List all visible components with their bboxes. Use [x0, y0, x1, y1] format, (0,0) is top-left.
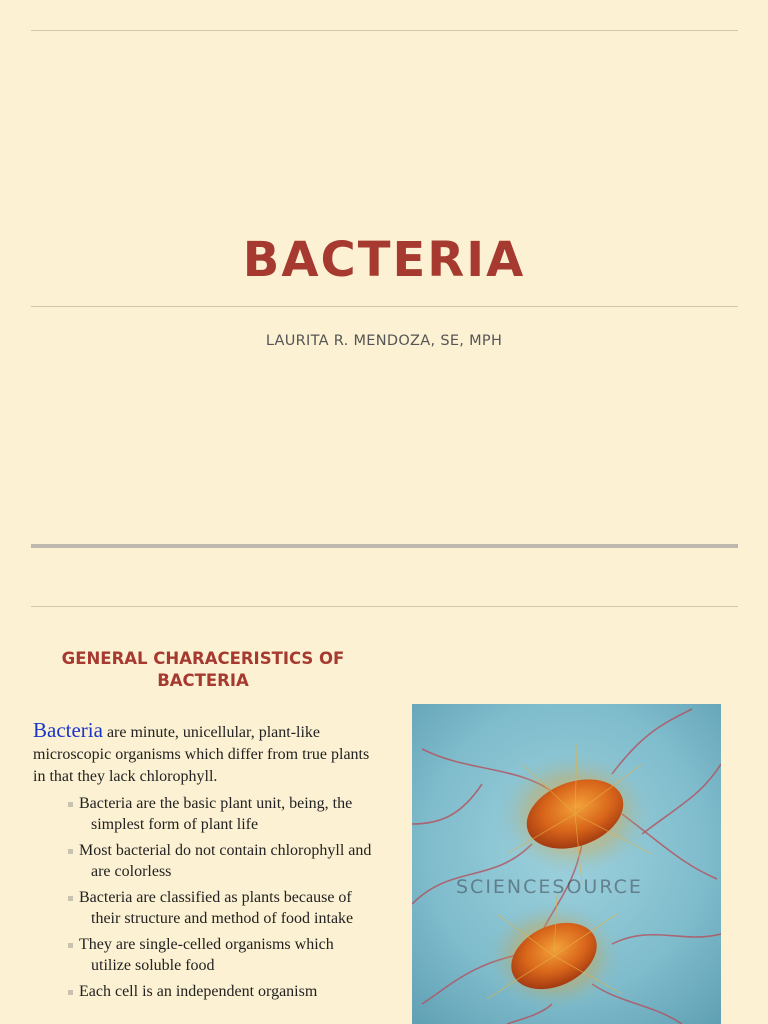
list-item-text: Most bacterial do not contain chlorophyll and are colorless [79, 842, 372, 880]
bacteria-micrograph-image [412, 704, 721, 1024]
list-item [57, 793, 375, 835]
list-item [57, 887, 375, 929]
bullet-icon [68, 849, 73, 854]
top-rule [31, 30, 738, 31]
bullet-icon [68, 943, 73, 948]
author-name: LAURITA R. MENDOZA, SE, MPH [265, 333, 503, 349]
slide2-top-rule [31, 606, 738, 607]
list-item-text: Bacteria are the basic plant unit, being, the simplest form of plant life [79, 795, 353, 833]
bullet-icon [68, 896, 73, 901]
list-item-text: Each cell is an independent organism [79, 983, 318, 1000]
title-rule [31, 306, 738, 307]
intro-paragraph [33, 719, 378, 788]
intro-text: are minute, unicellular, plant-like microscopic organisms which differ from true plants in that they lack chlorophyll. [33, 724, 370, 785]
bacteria-micrograph-icon [412, 704, 721, 1024]
list-item-text: Bacteria are classified as plants because of their structure and method of food intake [79, 889, 354, 927]
bullet-icon [68, 802, 73, 807]
slide-divider [31, 544, 738, 548]
intro-term: Bacteria [33, 718, 103, 742]
list-item-text: They are single-celled organisms which utilize soluble food [79, 936, 334, 974]
slide-title: BACTERIA [242, 232, 526, 288]
list-item [57, 934, 375, 976]
bullet-icon [68, 990, 73, 995]
list-item [57, 840, 375, 882]
image-watermark: SCIENCESOURCE [456, 876, 643, 898]
list-item [57, 981, 375, 1002]
characteristics-list [57, 793, 375, 1007]
section-heading: GENERAL CHARACERISTICS OF BACTERIA [61, 649, 345, 690]
